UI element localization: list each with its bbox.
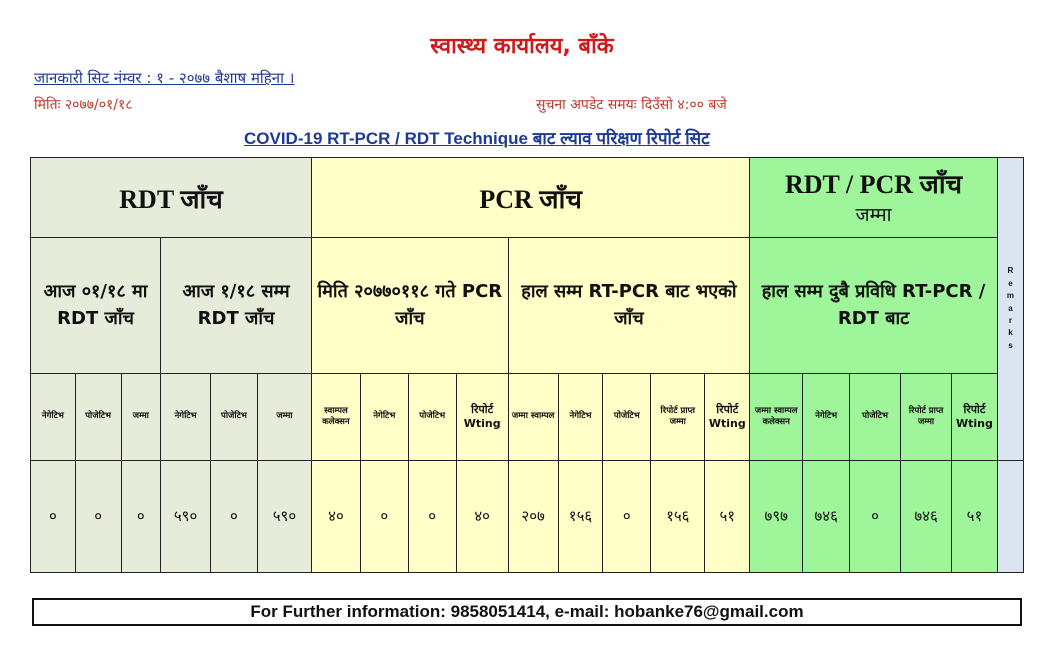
today-rdt-header: आज ०१/१८ मा RDT जाँच (31, 238, 161, 373)
column-header-12: नेगेटिभ (558, 373, 603, 460)
column-header-9: पोजेटिभ (408, 373, 456, 460)
value-cell-8: ० (360, 460, 408, 572)
column-header-11: जम्मा स्वाम्पल (508, 373, 558, 460)
footer-contact: For Further information: 9858051414, e-mail: hobanke76@gmail.com (32, 598, 1022, 626)
remarks-header (997, 158, 1023, 461)
column-header-13: पोजेटिभ (603, 373, 651, 460)
total-group-header (750, 158, 998, 238)
value-cell-19: ७४६ (901, 460, 952, 572)
column-header-15: रिपोर्ट Wting (705, 373, 750, 460)
office-title: स्वास्थ्य कार्यालय, बाँके (430, 34, 614, 59)
total-group-subtitle: जम्मा (855, 204, 892, 227)
column-header-1: नेगेटिभ (31, 373, 76, 460)
report-table (30, 157, 1024, 573)
total-group-title: RDT / PCR जाँच (784, 170, 963, 200)
sheet-title: COVID-19 RT-PCR / RDT Technique बाट ल्याव परिक्षण रिपोर्ट सिट (244, 129, 710, 148)
report-date: मितिः २०७७/०१/१८ (34, 97, 133, 113)
value-cell-3: ० (121, 460, 161, 572)
value-cell-7: ४० (312, 460, 361, 572)
value-cell-15: ५१ (705, 460, 750, 572)
column-header-18: पोजेटिभ (850, 373, 901, 460)
column-header-10: रिपोर्ट Wting (456, 373, 508, 460)
column-header-7: स्वाम्पल कलेक्सन (312, 373, 361, 460)
pcr-group-header: PCR जाँच (312, 158, 750, 238)
remarks-cell (997, 460, 1023, 572)
column-header-17: नेगेटिभ (803, 373, 850, 460)
value-cell-1: ० (31, 460, 76, 572)
value-cell-5: ० (211, 460, 258, 572)
column-header-6: जम्मा (257, 373, 311, 460)
column-header-3: जम्मा (121, 373, 161, 460)
value-cell-4: ५९० (161, 460, 211, 572)
column-header-2: पोजेटिभ (75, 373, 121, 460)
value-cell-18: ० (850, 460, 901, 572)
value-cell-14: १५६ (651, 460, 705, 572)
column-header-4: नेगेटिभ (161, 373, 211, 460)
value-cell-20: ५१ (952, 460, 998, 572)
date-pcr-header: मिति २०७७०११८ गते PCR जाँच (312, 238, 509, 373)
column-header-8: नेगेटिभ (360, 373, 408, 460)
column-header-16: जम्मा स्वाम्पल कलेक्सन (750, 373, 803, 460)
column-header-5: पोजेटिभ (211, 373, 258, 460)
value-cell-2: ० (75, 460, 121, 572)
till-pcr-header: हाल सम्म RT-PCR बाट भएको जाँच (508, 238, 750, 373)
column-header-20: रिपोर्ट Wting (952, 373, 998, 460)
value-cell-9: ० (408, 460, 456, 572)
value-cell-16: ७९७ (750, 460, 803, 572)
column-header-19: रिपोर्ट प्राप्त जम्मा (901, 373, 952, 460)
value-cell-11: २०७ (508, 460, 558, 572)
info-sheet-number: जानकारी सिट नंम्वर : १ - २०७७ बैशाष महिना । (34, 69, 295, 87)
value-cell-13: ० (603, 460, 651, 572)
update-time: सुचना अपडेट समयः दिउँसो ४:०० बजे (536, 97, 727, 113)
till-rdt-header: आज १/१८ सम्म RDT जाँच (161, 238, 312, 373)
remarks-label: R e m a r k s (1006, 266, 1014, 350)
till-both-header: हाल सम्म दुबै प्रविधि RT-PCR / RDT बाट (750, 238, 998, 373)
rdt-group-header: RDT जाँच (31, 158, 312, 238)
value-cell-10: ४० (456, 460, 508, 572)
value-cell-12: १५६ (558, 460, 603, 572)
column-header-14: रिपोर्ट प्राप्त जम्मा (651, 373, 705, 460)
value-cell-17: ७४६ (803, 460, 850, 572)
value-cell-6: ५९० (257, 460, 311, 572)
